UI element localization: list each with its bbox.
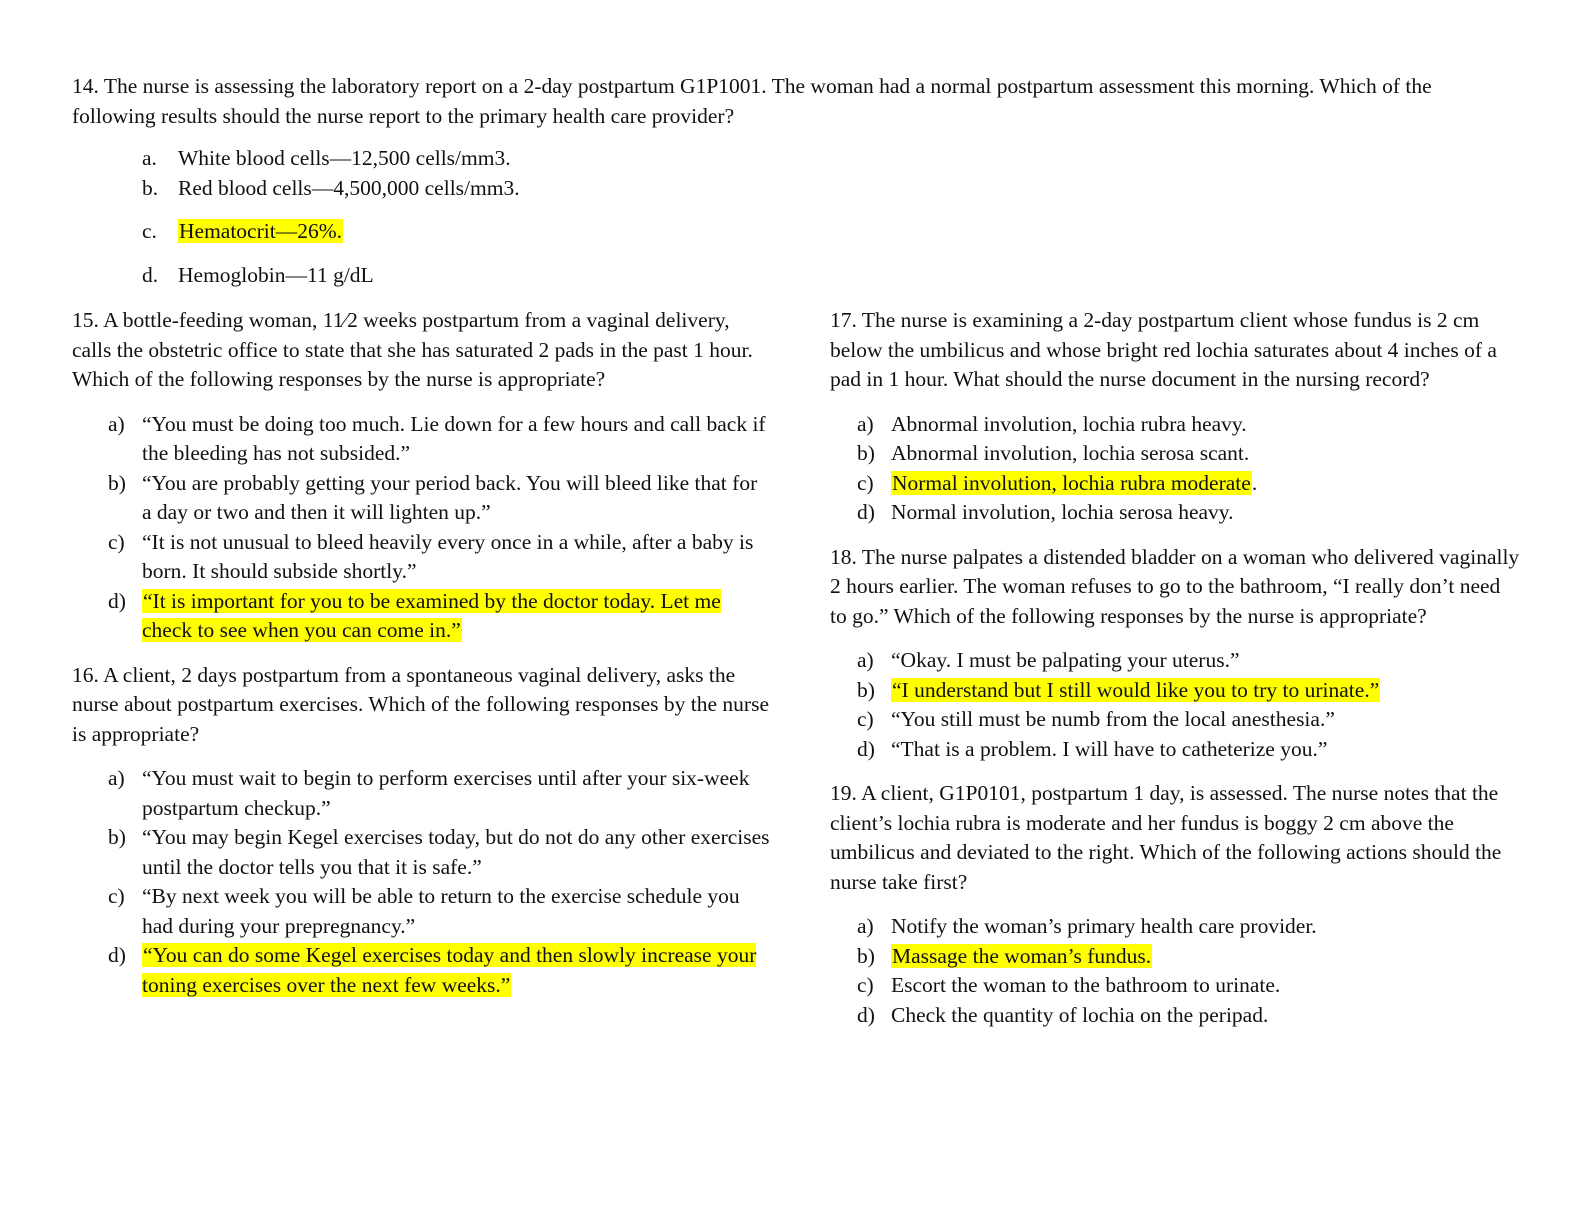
answer-options	[830, 410, 1520, 528]
right-column	[830, 306, 1520, 1030]
option-c	[72, 528, 772, 587]
question-stem: 18. The nurse palpates a distended bladder on a woman who delivered vaginally 2 hours earlier. The woman refuses to go to the bathroom, “I really don’t need to go.” Which of the following responses by the nurse is appropriate?	[830, 544, 1520, 628]
answer-options	[72, 410, 772, 646]
question-14	[72, 72, 1512, 290]
option-text: Hemoglobin—11 g/dL	[178, 262, 374, 287]
option-text: “It is not unusual to bleed heavily every once in a while, after a baby is born. It should subside shortly.”	[142, 529, 754, 583]
option-b	[830, 439, 1520, 469]
option-b	[72, 469, 772, 528]
option-marker: a)	[857, 648, 874, 672]
option-c	[830, 971, 1520, 1001]
highlighted-answer: “It is important for you to be examined by the doctor today. Let me check to see when you can come in.”	[142, 588, 721, 642]
option-d	[830, 498, 1520, 528]
option-text: Normal involution, lochia serosa heavy.	[891, 500, 1234, 524]
option-marker: d)	[857, 500, 875, 524]
option-marker: b)	[108, 825, 126, 849]
option-marker: c)	[857, 973, 874, 997]
option-a	[830, 410, 1520, 440]
option-marker: b)	[108, 470, 126, 495]
option-text: “You must be doing too much. Lie down for a few hours and call back if the bleeding has not subsided.”	[142, 411, 766, 465]
option-marker: a)	[108, 411, 125, 436]
answer-options	[72, 764, 772, 1000]
option-d	[830, 1001, 1520, 1031]
answer-options	[72, 144, 1512, 290]
option-text: Abnormal involution, lochia serosa scant.	[891, 441, 1250, 465]
option-text: “You may begin Kegel exercises today, but do not do any other exercises until the doctor tells you that it is safe.”	[142, 825, 770, 879]
option-marker: d)	[857, 736, 875, 761]
question-stem: 16. A client, 2 days postpartum from a spontaneous vaginal delivery, asks the nurse about postpartum exercises. Which of the following responses by the nurse is appropriate?	[72, 662, 769, 746]
option-b	[72, 174, 1512, 204]
option-a	[72, 764, 772, 823]
option-a	[830, 646, 1520, 676]
option-marker: a.	[142, 146, 157, 170]
option-b	[830, 676, 1520, 706]
answer-options	[830, 646, 1520, 764]
option-marker: d)	[108, 588, 126, 613]
option-text: Red blood cells—4,500,000 cells/mm3.	[178, 175, 520, 200]
highlighted-answer: Massage the woman’s fundus.	[892, 943, 1152, 968]
option-a	[72, 410, 772, 469]
option-a	[72, 144, 1512, 174]
option-marker: b.	[142, 175, 159, 200]
option-marker: c)	[857, 470, 874, 495]
highlighted-answer: Hematocrit—26%.	[179, 219, 342, 243]
option-marker: d)	[108, 943, 126, 967]
option-b	[830, 942, 1520, 972]
left-column	[72, 306, 772, 1000]
question-stem: 14. The nurse is assessing the laboratory report on a 2-day postpartum G1P1001. The woman had a normal postpartum assessment this morning. Which of the following results should the nurse report to the primary health care provider?	[72, 74, 1432, 128]
question-18	[830, 543, 1520, 765]
option-text: “You must wait to begin to perform exercises until after your six-week postpartum checkup.”	[142, 766, 750, 820]
option-c	[830, 469, 1520, 499]
option-marker: a)	[857, 914, 874, 938]
answer-options	[830, 912, 1520, 1030]
option-marker: a)	[857, 411, 874, 436]
question-stem: 19. A client, G1P0101, postpartum 1 day, is assessed. The nurse notes that the client’s lochia rubra is moderate and her fundus is boggy 2 cm above the umbilicus and deviated to the right. Which of the following actions should the nurse take first?	[830, 781, 1502, 894]
question-17	[830, 306, 1520, 528]
highlighted-answer: “You can do some Kegel exercises today and then slowly increase your toning exercises over the next few weeks.”	[142, 943, 757, 997]
question-16	[72, 661, 772, 1001]
option-d	[72, 587, 772, 646]
option-text: “That is a problem. I will have to catheterize you.”	[891, 736, 1328, 761]
option-text: “Okay. I must be palpating your uterus.”	[891, 648, 1240, 672]
option-marker: b)	[857, 677, 875, 702]
question-19	[830, 779, 1520, 1030]
option-marker: b)	[857, 943, 875, 968]
option-text: Escort the woman to the bathroom to urinate.	[891, 973, 1281, 997]
highlighted-answer: “I understand but I still would like you to try to urinate.”	[892, 677, 1380, 702]
option-a	[830, 912, 1520, 942]
option-text: Notify the woman’s primary health care provider.	[891, 914, 1317, 938]
option-text: “You still must be numb from the local anesthesia.”	[891, 707, 1335, 731]
option-text: “By next week you will be able to return to the exercise schedule you had during your prepregnancy.”	[142, 884, 740, 938]
option-marker: b)	[857, 441, 875, 465]
question-stem: 15. A bottle-feeding woman, 11⁄2 weeks postpartum from a vaginal delivery, calls the obstetric office to state that she has saturated 2 pads in the past 1 hour. Which of the following responses by the nurse is appropriate?	[72, 308, 753, 391]
highlighted-answer: Normal involution, lochia rubra moderate	[892, 470, 1251, 495]
option-marker: d.	[142, 262, 159, 287]
option-suffix: .	[1251, 470, 1258, 495]
option-text: “You are probably getting your period back. You will bleed like that for a day or two and then it will lighten up.”	[142, 470, 758, 524]
option-marker: c)	[108, 884, 125, 908]
option-marker: c)	[857, 707, 874, 731]
option-text: White blood cells—12,500 cells/mm3.	[178, 146, 511, 170]
option-c	[72, 882, 772, 941]
option-marker: a)	[108, 766, 125, 790]
option-d	[72, 261, 1512, 291]
option-c	[72, 217, 1512, 247]
question-stem: 17. The nurse is examining a 2-day postpartum client whose fundus is 2 cm below the umbilicus and whose bright red lochia saturates about 4 inches of a pad in 1 hour. What should the nurse document in the nursing record?	[830, 308, 1497, 391]
option-d	[830, 735, 1520, 765]
option-marker: c)	[108, 529, 125, 554]
option-text: Abnormal involution, lochia rubra heavy.	[891, 411, 1247, 436]
question-15	[72, 306, 772, 646]
option-marker: d)	[857, 1002, 875, 1027]
option-text: Check the quantity of lochia on the peripad.	[891, 1002, 1269, 1027]
option-c	[830, 705, 1520, 735]
option-d	[72, 941, 772, 1000]
option-marker: c.	[142, 219, 157, 243]
option-b	[72, 823, 772, 882]
